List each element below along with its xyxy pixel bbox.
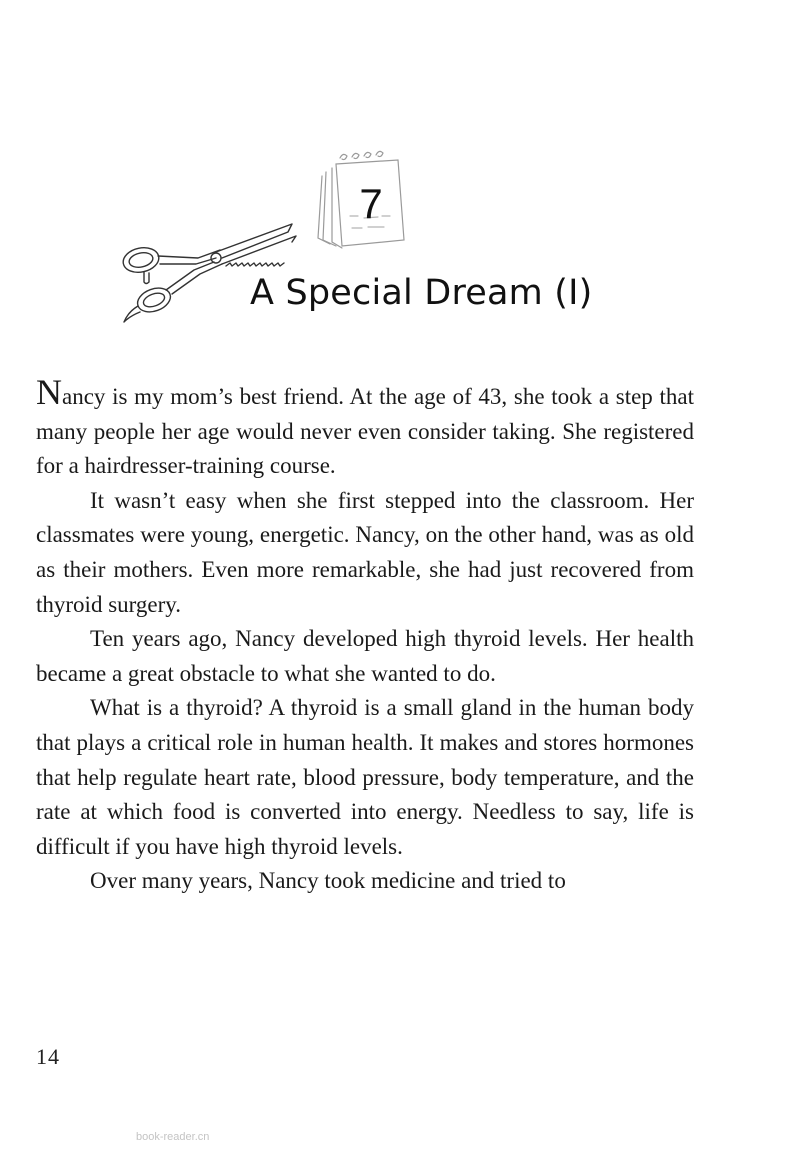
page-number: 14 — [36, 1044, 60, 1069]
paragraph: It wasn’t easy when she first stepped into the classroom. Her classmates were young, energetic. Nancy, on the other hand, was as old as their mothers. Even more remarkable, she had just recovered from thyroid surgery. — [36, 487, 694, 617]
chapter-title: A Special Dream (I) — [250, 273, 593, 313]
watermark: book-reader.cn — [136, 1131, 210, 1143]
paragraph: Over many years, Nancy took medicine and tried to — [90, 868, 566, 894]
chapter-body — [36, 372, 694, 899]
chapter-number: 7 — [359, 180, 383, 227]
paragraph-text: ancy is my mom’s best friend. At the age of 43, she took a step that many people her age would never even consider taking. She registered for a hairdresser-training course. — [36, 384, 694, 479]
paragraph — [36, 372, 694, 484]
drop-cap: N — [36, 372, 62, 412]
paragraph: Ten years ago, Nancy developed high thyroid levels. Her health became a great obstacle to what she wanted to do. — [36, 626, 694, 686]
paragraph: What is a thyroid? A thyroid is a small gland in the human body that plays a critical role in human health. It makes and stores hormones that help regulate heart rate, blood pressure, body temperature, and the rate at which food is converted into energy. Needless to say, life is difficult if you have high thyroid levels. — [36, 695, 694, 859]
